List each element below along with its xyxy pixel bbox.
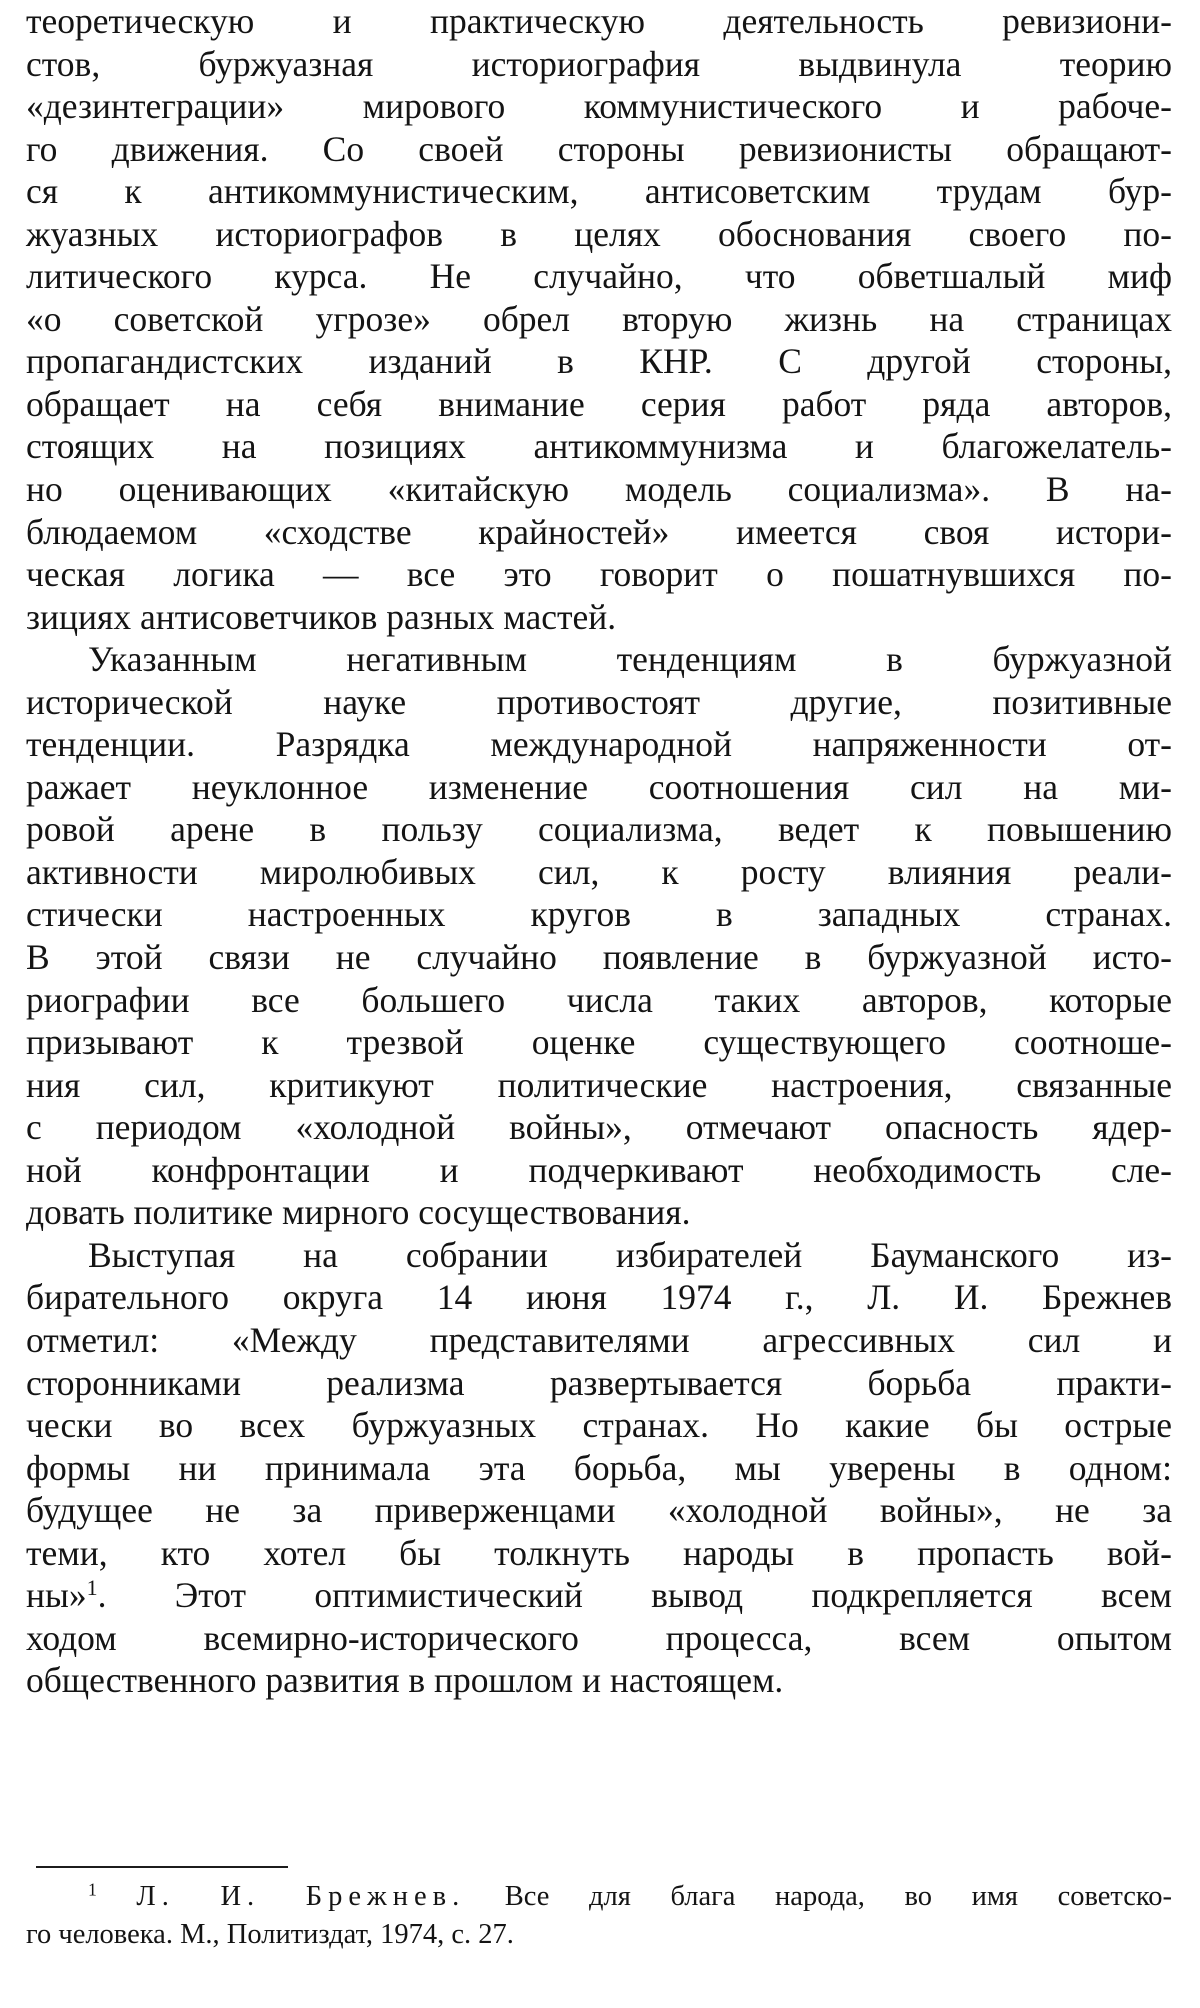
text-line: Указанным негативным тенденциям в буржуазной bbox=[88, 639, 1172, 680]
text-line: стоящих на позициях антикоммунизма и благожелатель- bbox=[26, 426, 1172, 467]
text-line: В этой связи не случайно появление в буржуазной исто- bbox=[26, 937, 1172, 978]
text-line: с периодом «холодной войны», отмечают опасность ядер- bbox=[26, 1107, 1172, 1148]
text-line: «о советской угрозе» обрел вторую жизнь на страницах bbox=[26, 298, 1172, 339]
text-line: ровой арене в пользу социализма, ведет к повышению bbox=[26, 809, 1172, 850]
text-line: бирательного округа 14 июня 1974 г., Л. И. Брежнев bbox=[26, 1277, 1172, 1318]
text-line: сторонниками реализма развертывается борьба практи- bbox=[26, 1362, 1172, 1403]
text-line: Выступая на собрании избирателей Бауманского из- bbox=[88, 1234, 1172, 1275]
quote-end: ны» bbox=[26, 1575, 87, 1616]
footnote-marker: 1 bbox=[88, 1879, 97, 1900]
text-line: ся к антикоммунистическим, антисоветским трудам бур- bbox=[26, 171, 1172, 212]
book-page bbox=[26, 0, 1172, 2008]
paragraph-1 bbox=[26, 0, 1172, 638]
text-line: ния сил, критикуют политические настроения, связанные bbox=[26, 1064, 1172, 1105]
text-line: ческая логика — все это говорит о пошатнувшихся по- bbox=[26, 554, 1172, 595]
text-line: теми, кто хотел бы толкнуть народы в пропасть вой- bbox=[26, 1532, 1172, 1573]
text-line: зициях антисоветчиков разных мастей. bbox=[26, 596, 617, 637]
text-line: жуазных историографов в целях обоснования своего по- bbox=[26, 213, 1172, 254]
main-text bbox=[26, 0, 1172, 1702]
text-line: ражает неуклонное изменение соотношения сил на ми- bbox=[26, 766, 1172, 807]
footnote-reference[interactable]: 1 bbox=[86, 1575, 98, 1601]
footnote-line: го человека. М., Политиздат, 1974, с. 27. bbox=[26, 1919, 514, 1950]
text-line: но оценивающих «китайскую модель социализма». В на- bbox=[26, 469, 1172, 510]
footnote-citation: Все для блага народа, во имя советско- bbox=[504, 1881, 1173, 1912]
text-line: го движения. Со своей стороны ревизионисты обращают- bbox=[26, 128, 1172, 169]
footnote-line bbox=[26, 1878, 1172, 1916]
text-line: риографии все большего числа таких авторов, которые bbox=[26, 979, 1172, 1020]
text-line: общественного развития в прошлом и настоящем. bbox=[26, 1660, 784, 1701]
footnote-author: Л. И. Брежнев. bbox=[136, 1881, 466, 1912]
footnote-divider bbox=[36, 1866, 288, 1868]
text-line: стически настроенных кругов в западных странах. bbox=[26, 894, 1172, 935]
text-line: формы ни принимала эта борьба, мы уверены в одном: bbox=[26, 1447, 1172, 1488]
text-line: отметил: «Между представителями агрессивных сил и bbox=[26, 1319, 1172, 1360]
footnote bbox=[26, 1878, 1172, 1954]
text-line: теоретическую и практическую деятельность ревизиони- bbox=[26, 1, 1172, 41]
text-line: чески во всех буржуазных странах. Но какие бы острые bbox=[26, 1405, 1172, 1446]
text-line: блюдаемом «сходстве крайностей» имеется своя истори- bbox=[26, 511, 1172, 552]
text-line: ной конфронтации и подчеркивают необходимость сле- bbox=[26, 1149, 1172, 1190]
text-line: стов, буржуазная историография выдвинула теорию bbox=[26, 43, 1172, 84]
text-line: исторической науке противостоят другие, позитивные bbox=[26, 681, 1172, 722]
text-line: довать политике мирного сосуществования. bbox=[26, 1192, 691, 1233]
text-line: активности миролюбивых сил, к росту влияния реали- bbox=[26, 851, 1172, 892]
text-line: пропагандистских изданий в КНР. С другой стороны, bbox=[26, 341, 1172, 382]
text-line bbox=[26, 1574, 1172, 1617]
paragraph-2 bbox=[26, 638, 1172, 1234]
text-line: обращает на себя внимание серия работ ряда авторов, bbox=[26, 383, 1172, 424]
text-line: «дезинтеграции» мирового коммунистического и рабоче- bbox=[26, 86, 1172, 127]
line-tail: . Этот оптимистический вывод подкрепляется всем bbox=[97, 1575, 1172, 1616]
text-line: призывают к трезвой оценке существующего соотноше- bbox=[26, 1022, 1172, 1063]
text-line: ходом всемирно-исторического процесса, всем опытом bbox=[26, 1617, 1172, 1658]
text-line: литического курса. Не случайно, что обветшалый миф bbox=[26, 256, 1172, 297]
paragraph-3 bbox=[26, 1234, 1172, 1702]
text-line: будущее не за приверженцами «холодной войны», не за bbox=[26, 1490, 1172, 1531]
text-line: тенденции. Разрядка международной напряженности от- bbox=[26, 724, 1172, 765]
